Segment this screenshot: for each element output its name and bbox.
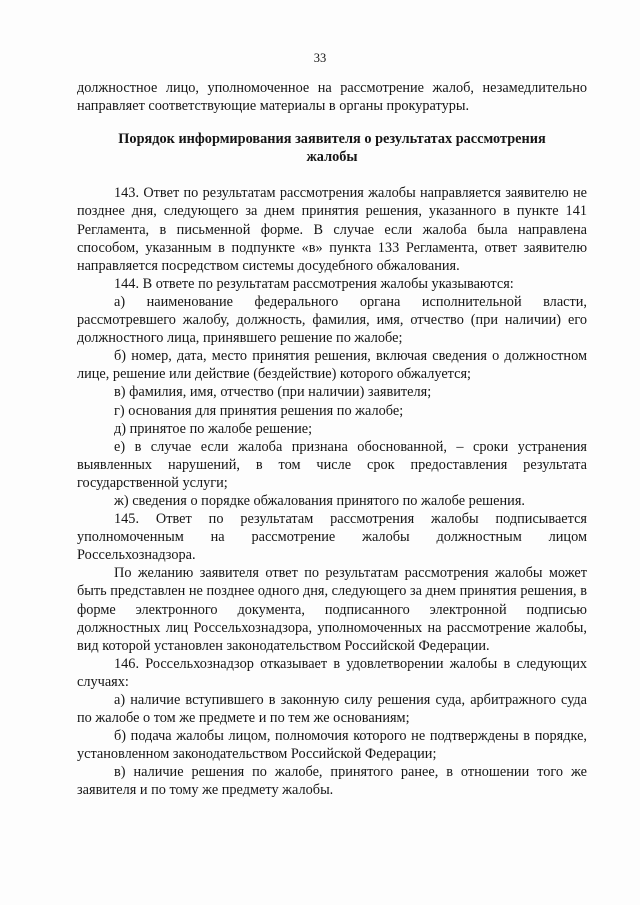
section-heading-line-2: жалобы (306, 149, 358, 166)
paragraph-145-continuation: По желанию заявителя ответ по результатам рассмотрения жалобы может быть представлен не позднее одного дня, следующего за днем принятия решения, в форме электронного документа, подписанного электронной подписью должностных лиц Россельхознадзора, уполномоченных на рассмотрение жалобы, вид которой установлен законодательством Российской Федерации. (77, 565, 587, 654)
list-item-144-a: а) наименование федерального органа исполнительной власти, рассмотревшего жалобу, должность, фамилия, имя, отчество (при наличии) его должностного лица, принявшего решение по жалобе; (77, 293, 587, 347)
list-item-144-b: б) номер, дата, место принятия решения, включая сведения о должностном лице, решение или действие (бездействие) которого обжалуется; (77, 348, 587, 383)
list-item-144-v: в) фамилия, имя, отчество (при наличии) заявителя; (114, 384, 432, 401)
intro-paragraph: должностное лицо, уполномоченное на рассмотрение жалоб, незамедлительно направляет соответствующие материалы в органы прокуратуры. (77, 80, 587, 115)
list-item-144-zh: ж) сведения о порядке обжалования принятого по жалобе решения. (114, 492, 525, 509)
list-item-146-a: а) наличие вступившего в законную силу решения суда, арбитражного суда по жалобе о том же предмете и по тем же основаниям; (77, 692, 587, 727)
page-number: 33 (313, 51, 327, 65)
list-item-146-b: б) подача жалобы лицом, полномочия которого не подтверждены в порядке, установленном законодательством Российской Федерации; (77, 728, 587, 763)
paragraph-146: 146. Россельхознадзор отказывает в удовлетворении жалобы в следующих случаях: (77, 655, 587, 690)
paragraph-144: 144. В ответе по результатам рассмотрения жалобы указываются: (114, 275, 514, 292)
paragraph-143: 143. Ответ по результатам рассмотрения жалобы направляется заявителю не позднее дня, следующего за днем принятия решения, указанного в пункте 141 Регламента, в письменной форме. В случае если жалоба была направлена способом, указанным в подпункте «в» пункта 133 Регламента, ответ заявителю направляется посредством системы досудебного обжалования. (77, 185, 587, 274)
section-heading-line-1: Порядок информирования заявителя о результатах рассмотрения (118, 131, 546, 148)
list-item-144-e: е) в случае если жалоба признана обоснованной, – сроки устранения выявленных нарушений, в том числе срок предоставления результата государственной услуги; (77, 438, 587, 491)
paragraph-145: 145. Ответ по результатам рассмотрения жалобы подписывается уполномоченным на рассмотрение жалобы должностным лицом Россельхознадзора. (77, 511, 587, 564)
page-body (77, 79, 587, 800)
list-item-144-g: г) основания для принятия решения по жалобе; (114, 402, 404, 419)
list-item-146-v: в) наличие решения по жалобе, принятого ранее, в отношении того же заявителя и по тому же предмету жалобы. (77, 764, 587, 799)
list-item-144-d: д) принятое по жалобе решение; (114, 420, 313, 437)
